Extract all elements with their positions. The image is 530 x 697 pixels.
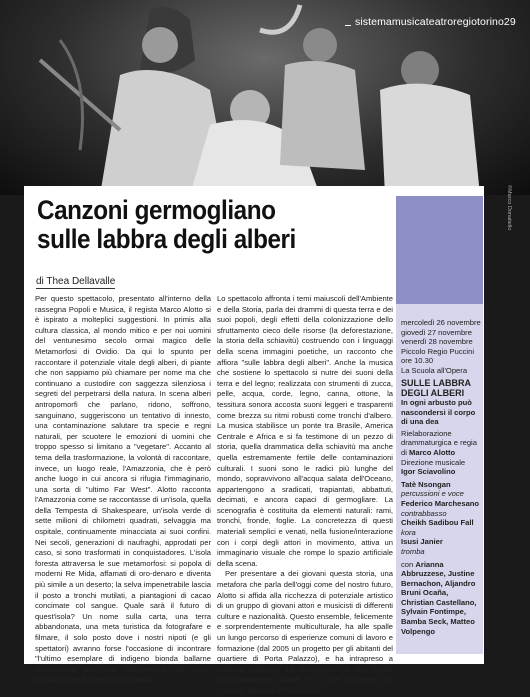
running-title: sistemamusicateatroregiotorino29: [355, 16, 516, 28]
role-label: contrabbasso: [401, 508, 447, 518]
with-label: con: [401, 559, 414, 569]
person-name: Isusi Janier: [401, 537, 443, 547]
person-name: Marco Alotto: [409, 447, 456, 457]
event-info: [401, 378, 481, 636]
sidebar-header-block: [396, 196, 483, 304]
role-label: [401, 429, 481, 458]
person-name: Tatè Nsongan: [401, 479, 451, 489]
show-subtitle: In ogni arbusto può nascondersi il corpo di una dea: [401, 398, 476, 427]
cast-names: Arianna Abbruzzese, Justine Bernachon, Aljandro Bruni Ocaña, Christian Castellano, Sylvain Fontimpe, Bamba Seck, Matteo Volpengo: [401, 559, 477, 636]
stage-photo: [0, 0, 530, 195]
photo-credit: ©Marco Donatiello: [506, 185, 512, 231]
series-line: La Scuola all'Opera: [401, 365, 468, 375]
header-rule: [345, 25, 351, 26]
article-byline: di Thea Dellavalle: [36, 276, 116, 287]
article-column-1: [35, 294, 211, 686]
date-line: venerdì 28 novembre: [401, 337, 473, 347]
time-line: ore 10.30: [401, 356, 434, 366]
date-line: giovedì 27 novembre: [401, 327, 472, 337]
col2-paragraph: Lo spettacolo affronta i temi maiuscoli dell'Ambiente e della Storia, parla dei drammi di questa terra e dei suoi popoli, degli effetti della colonizzazione dello sfruttamento cieco delle risorse (la deforestazione, la storia della schiavitù) costruendo con i linguaggi della scena immagini poetiche, un racconto che affiora "sulle labbra degli alberi". Anche la musica che sostiene lo spettacolo si nutre dei suoni della terra e del legno; realizzata con strumenti di zucca, pelle, acqua, corde, legno, canna, ottone, la tessitura sonora accosta suoni leggeri e trasparenti come brezza su ritmi robusti come tronchi d'albero. La musica stabilisce un ponte tra Brasile, America Centrale e Africa e si fa testimone di un pezzo di storia, quella drammatica della schiavitù ma anche quella estremamente fertile delle contaminazioni culturali. I suoni sono le radici più lunghe del mondo, sopravvivono all'acqua salata dell'Oceano, appartengono a sradicati, trapiantati, abbattuti, decimati, e ancora capaci di germogliare. La scenografia è costituita da elementi naturali: rami, tronchi, fronde, foglie. La concretezza di questi materiali semplici e venati, nella fusione/interazione con i corpi degli attori in movimento, attiva un immaginario visuale che rompe lo spazio artificiale della scena.: [217, 294, 393, 568]
role-label: kora: [401, 527, 416, 537]
cast-list: [401, 560, 481, 637]
person-name: Cheikh Sadibou Fall: [401, 518, 474, 528]
col1-paragraph: Per questo spettacolo, presentato all'interno della rassegna Popoli e Musica, il regista Marco Alotto si è ispirato a molteplici suggestioni. In primis alla cultura classica, al mondo mitico e per noi uomini del ventunesimo secolo ormai magico delle Metamorfosi di Ovidio. Da qui lo spunto per raccontare il potenziale vitale degli alberi, di piante che non sappiamo più chiamare per nome ma che continuano a custodire con saggezza silenziosa i segreti del perpetrarsi della natura. In scena alberi antropomorfi che parlano, ridono, soffrono, sanguinano, suggeriscono un tentativo di innesto, una contaminazione salutare tra specie e regni naturali, per scuotere le emozioni di uomini che troppo spesso si limitano a "vegetare". Accanto al tema della trasformazione, la volontà di raccontare, invece, un luogo reale, l'Amazzonia, che è però anche luogo in cui ancora si rifugia l'immaginario, una sorta di "ultimo Far West". Alotto racconta l'Amazzonia come se raccontasse di un'isola, quella della Tempesta di Shakespeare, un'isola verde di sette milioni di chilometri quadrati, selvaggia ma ospitale, continuamente minacciata ai suoi confini. Nei secoli, generazioni di naufraghi, approdati per caso, si sono trasformati in conquistadores. L'isola foresta attraversa le sue metamorfosi: si popola di moderni Re Mida, affamati di oro-denaro e diventa più simile a un deserto; la selva impenetrabile lascia il posto a tronchi mutilati, a piantagioni di cacao concimate col sangue. Quale sarà il futuro di quest'isola? Un nome sulla carta, una terra abbandonata, una meta turistica da fotografare e filmare, il solo posto dove i nostri nipoti (e gli spettatori) avranno forse l'occasione di incontrare "l'ultimo esemplare di indigeno bionda ballarne dell'America del Sud, dell'America del Nord, dell'Africa del Borneo e dell'Irlanda".: [35, 294, 211, 685]
role-text: Rielaborazione drammaturgica e regia di: [401, 428, 477, 457]
role-label: tromba: [401, 546, 425, 556]
venue-line: Piccolo Regio Puccini: [401, 346, 475, 356]
col2-paragraph: Per presentare a dei giovani questa storia, una metafora che parla dell'oggi come del nostro futuro, Alotto si affida alla ricchezza di potenziale artistico di un gruppo di giovani attori e musicisti di differenti culture e nazionalità. Questo ensemble, felicemente e sorprendentemente multiculturale, ha alle spalle un lungo percorso di esperienze comuni di lavoro e formazione (dal 2005 un progetto per gli abitanti del quartiere di Porta Palazzo), e ha intrapreso a tradurre tradizioni ed espressioni di una realtà quotidianamente globale in ciò che di umano non conosce latitudini e longitudini.: [217, 569, 393, 695]
role-label: percussioni e voce: [401, 489, 464, 499]
date-line: mercoledì 26 novembre: [401, 318, 481, 327]
show-title: SULLE LABBRA DEGLI ALBERI: [401, 378, 471, 398]
person-name: Federico Marchesano: [401, 498, 480, 508]
role-label: Direzione musicale: [401, 457, 466, 467]
article-panel: [24, 186, 484, 695]
event-sidebar: [396, 196, 483, 654]
person-name: Igor Sciavolino: [401, 467, 456, 477]
event-dates: [401, 318, 481, 376]
article-column-2: [217, 294, 393, 697]
running-header: [345, 16, 530, 34]
article-title: Canzoni germogliano sulle labbra degli alberi: [37, 195, 296, 254]
